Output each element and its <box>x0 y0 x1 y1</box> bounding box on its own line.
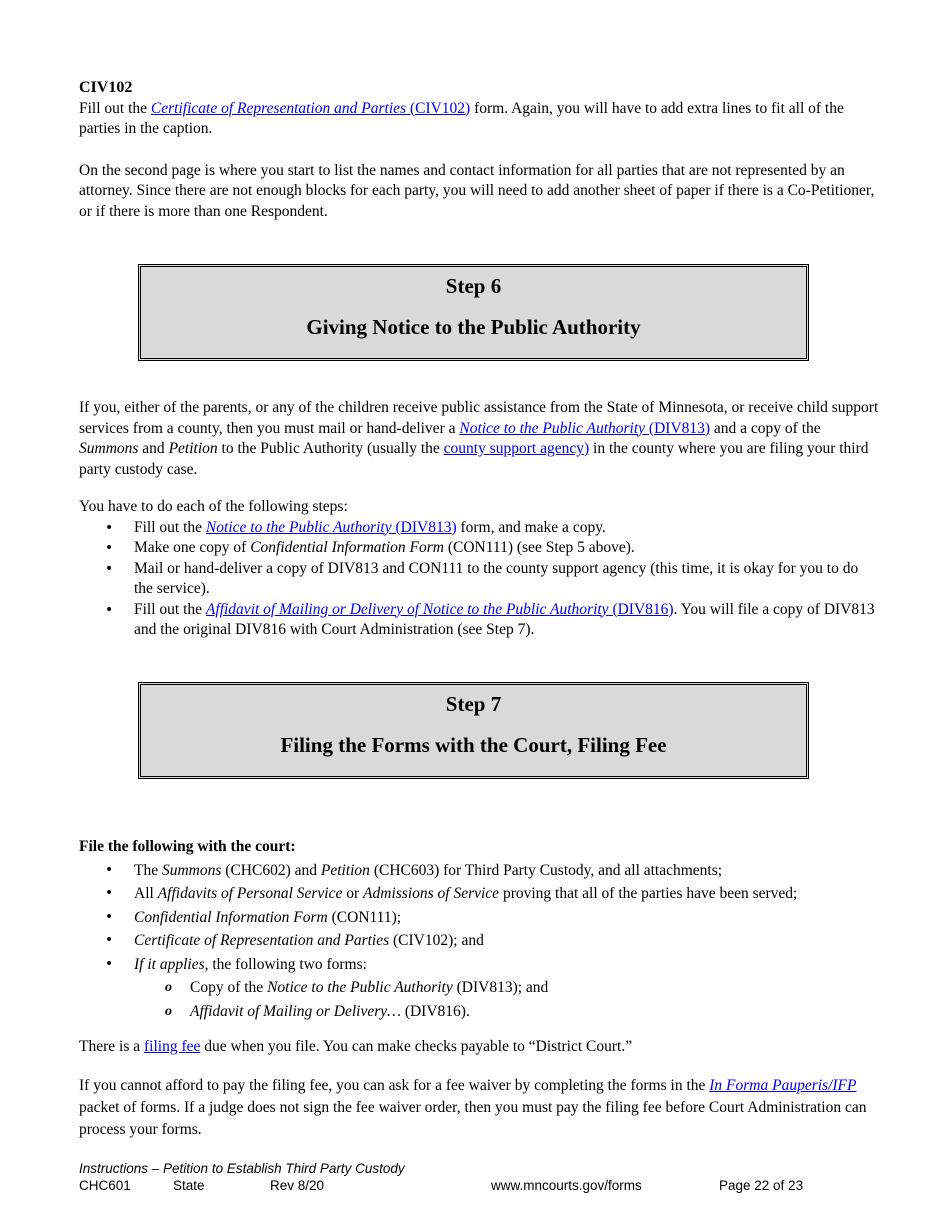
footer-rev: Rev 8/20 <box>270 1178 325 1193</box>
civ102-paragraph-2: On the second page is where you start to list the names and contact information for all parties that are not represented by an attorney. Since there are not enough blocks for each party, you will need to add another sheet of paper if there is a Co-Petitioner, or if there is more than one Respondent. <box>79 161 875 220</box>
civ102-heading: CIV102 <box>79 79 133 96</box>
filing-heading: File the following with the court: <box>79 838 296 855</box>
div816-link[interactable]: Affidavit of Mailing or Delivery of Notice to the Public Authority (DIV816) <box>205 600 674 618</box>
list-item: • Certificate of Representation and Parties (CIV102); and <box>79 929 879 953</box>
list-item: • Mail or hand-deliver a copy of DIV813 and CON111 to the county support agency (this time, it is okay for you to do the service). <box>79 559 879 600</box>
civ102-section <box>79 78 879 222</box>
notice-paragraph: If you, either of the parents, or any of the children receive public assistance from the State of Minnesota, or receive child support services from a county, then you must mail or hand-deliver a Notice to the Public Authority (DIV813) and a copy of the Summons and Petition to the Public Authority (usually the county support agency) in the county where you are filing your third party custody case. <box>79 399 879 478</box>
filing-list <box>79 859 879 977</box>
step7-label: Step 7 <box>445 692 502 716</box>
list-item: o Affidavit of Mailing or Delivery… (DIV816). <box>79 1000 879 1024</box>
step6-box <box>138 264 809 361</box>
county-support-agency-link[interactable]: county support agency) <box>443 440 590 457</box>
filing-sublist <box>79 976 879 1023</box>
civ102-form-link[interactable]: Certificate of Representation and Parties (CIV102) <box>150 99 471 117</box>
footer-row <box>79 1177 879 1194</box>
div813-link-2[interactable]: Notice to the Public Authority (DIV813) <box>205 518 457 536</box>
list-item: • Confidential Information Form (CON111); <box>79 906 879 930</box>
footer-page-number: Page 22 of 23 <box>719 1178 804 1193</box>
fee-waiver-paragraph: If you cannot afford to pay the filing fee, you can ask for a fee waiver by completing the forms in the In Forma Pauperis/IFP packet of forms. If a judge does not sign the fee waiver order, then you must pay the filing fee before Court Administration can process your forms. <box>79 1076 867 1138</box>
list-item: • Fill out the Affidavit of Mailing or Delivery of Notice to the Public Authority (DIV816). You will file a copy of DIV813 and the original DIV816 with Court Administration (see Step 7). <box>79 600 879 641</box>
filing-section <box>79 835 879 1141</box>
step7-box <box>138 682 809 779</box>
list-item: • Fill out the Notice to the Public Authority (DIV813) form, and make a copy. <box>79 518 879 539</box>
step6-title: Giving Notice to the Public Authority <box>306 315 641 339</box>
list-item: • Make one copy of Confidential Information Form (CON111) (see Step 5 above). <box>79 538 879 559</box>
step6-label: Step 6 <box>445 274 502 298</box>
notice-steps-list <box>79 518 879 641</box>
civ102-paragraph-1: Fill out the Certificate of Representation and Parties (CIV102) form. Again, you will have to add extra lines to fit all of the parties in the caption. <box>79 99 844 137</box>
list-item: • If it applies, the following two forms: <box>79 953 879 977</box>
footer-state: State <box>173 1178 205 1193</box>
notice-section <box>79 398 879 641</box>
ifp-link[interactable]: In Forma Pauperis/IFP <box>709 1076 857 1094</box>
footer-code: CHC601 <box>79 1178 131 1193</box>
list-item: o Copy of the Notice to the Public Authority (DIV813); and <box>79 976 879 1000</box>
page-footer <box>79 1160 879 1194</box>
step7-title: Filing the Forms with the Court, Filing Fee <box>280 733 667 757</box>
list-item: • All Affidavits of Personal Service or Admissions of Service proving that all of the parties have been served; <box>79 882 879 906</box>
footer-url: www.mncourts.gov/forms <box>491 1178 642 1193</box>
footer-title: Instructions – Petition to Establish Third Party Custody <box>79 1161 405 1176</box>
filing-fee-paragraph: There is a filing fee due when you file. You can make checks payable to “District Court.” <box>79 1038 633 1055</box>
list-item: • The Summons (CHC602) and Petition (CHC603) for Third Party Custody, and all attachments; <box>79 859 879 883</box>
div813-link[interactable]: Notice to the Public Authority (DIV813) <box>459 419 711 437</box>
filing-fee-link[interactable]: filing fee <box>143 1038 201 1055</box>
steps-intro: You have to do each of the following steps: <box>79 498 348 515</box>
